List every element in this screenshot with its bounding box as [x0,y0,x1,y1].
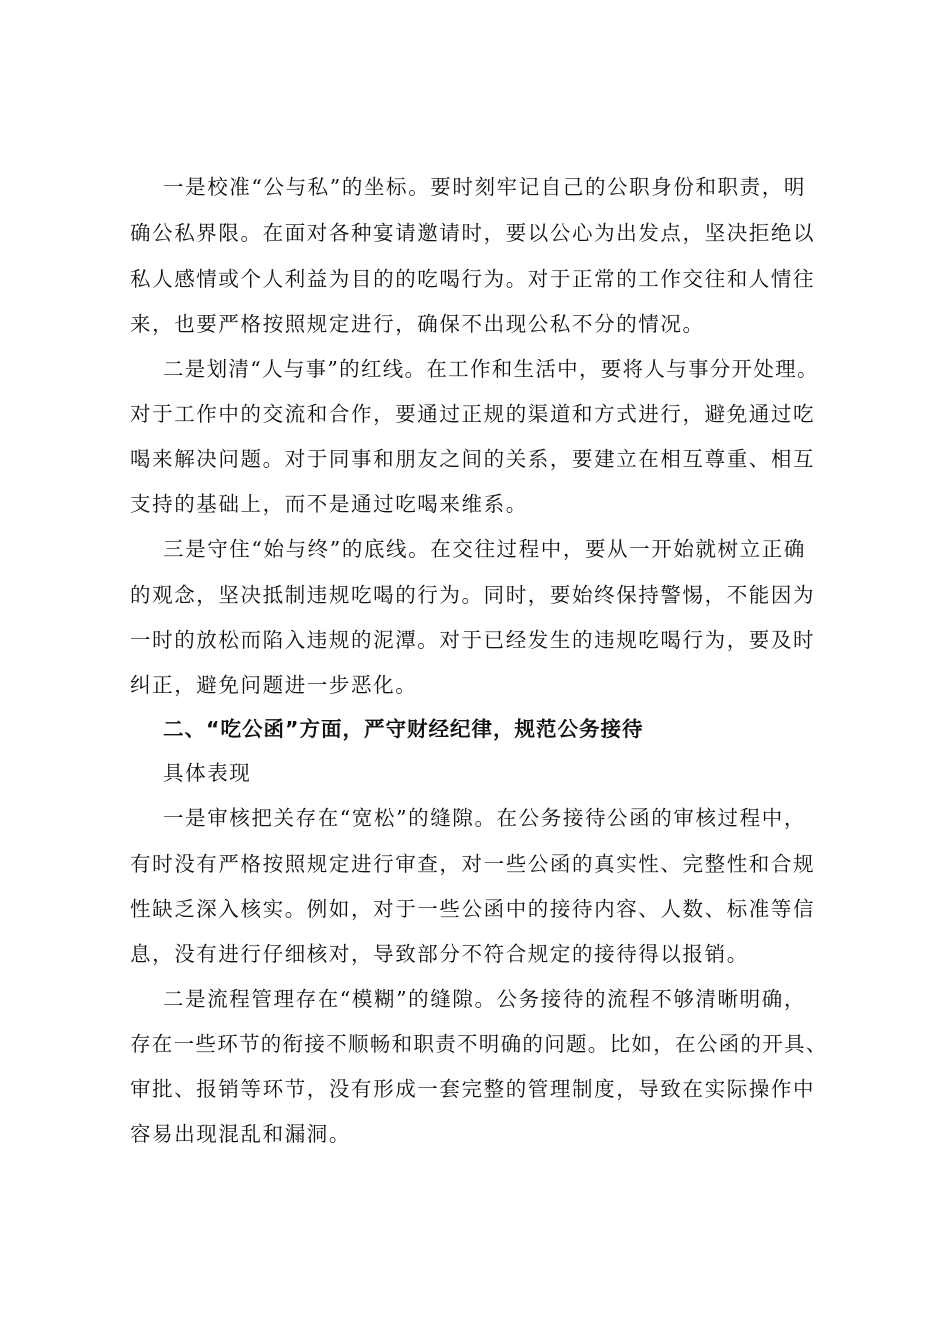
paragraph-1-line-1: 一是校准“公与私”的坐标。要时刻牢记自己的公职身份和职责，明 [163,175,806,199]
paragraph-5-line-3: 审批、报销等环节，没有形成一套完整的管理制度，导致在实际操作中 [130,1077,816,1101]
paragraph-3-line-3: 一时的放松而陷入违规的泥潭。对于已经发生的违规吃喝行为，要及时 [130,628,816,652]
paragraph-4-line-3: 性缺乏深入核实。例如，对于一些公函中的接待内容、人数、标准等信 [130,897,816,921]
paragraph-1-line-2: 确公私界限。在面对各种宴请邀请时，要以公心为出发点，坚决拒绝以 [130,221,816,245]
paragraph-2-line-4: 支持的基础上，而不是通过吃喝来维系。 [130,492,528,516]
paragraph-1-line-3: 私人感情或个人利益为目的的吃喝行为。对于正常的工作交往和人情往 [130,267,816,291]
paragraph-4-line-2: 有时没有严格按照规定进行审查，对一些公函的真实性、完整性和合规 [130,852,816,876]
paragraph-4-line-1: 一是审核把关存在“宽松”的缝隙。在公务接待公函的审核过程中， [163,806,806,830]
paragraph-1-line-4: 来，也要严格按照规定进行，确保不出现公私不分的情况。 [130,312,705,336]
section-heading: 二、“吃公函”方面，严守财经纪律，规范公务接待 [163,717,644,741]
paragraph-3-line-1: 三是守住“始与终”的底线。在交往过程中，要从一开始就树立正确 [163,537,806,561]
subheading-specific-performance: 具体表现 [163,761,252,785]
paragraph-3-line-4: 纠正，避免问题进一步恶化。 [130,673,418,697]
paragraph-2-line-1: 二是划清“人与事”的红线。在工作和生活中，要将人与事分开处理。 [163,357,819,381]
paragraph-4-line-4: 息，没有进行仔细核对，导致部分不符合规定的接待得以报销。 [130,942,749,966]
paragraph-2-line-3: 喝来解决问题。对于同事和朋友之间的关系，要建立在相互尊重、相互 [130,447,816,471]
paragraph-5-line-2: 存在一些环节的衔接不顺畅和职责不明确的问题。比如，在公函的开具、 [130,1032,828,1056]
paragraph-3-line-2: 的观念，坚决抵制违规吃喝的行为。同时，要始终保持警惕，不能因为 [130,583,816,607]
paragraph-5-line-4: 容易出现混乱和漏洞。 [130,1122,351,1146]
paragraph-5-line-1: 二是流程管理存在“模糊”的缝隙。公务接待的流程不够清晰明确， [163,987,806,1011]
paragraph-2-line-2: 对于工作中的交流和合作，要通过正规的渠道和方式进行，避免通过吃 [130,402,816,426]
